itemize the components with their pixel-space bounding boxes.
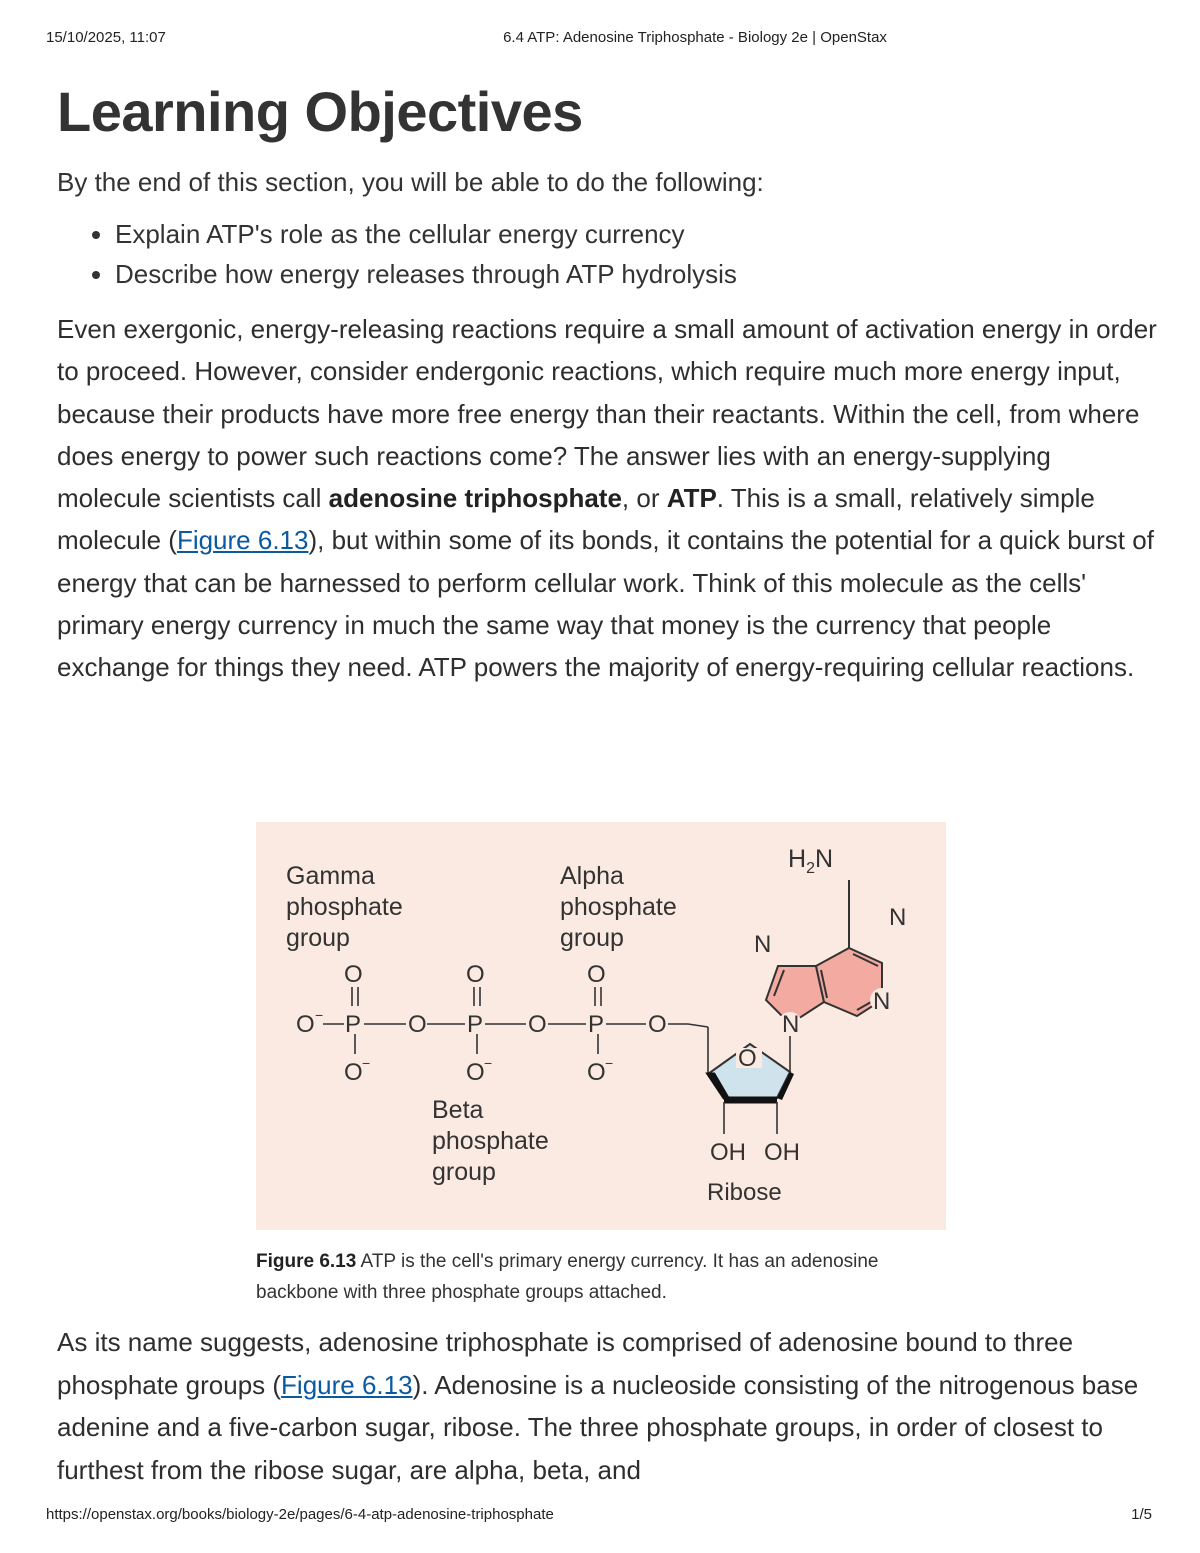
phosphate-chain [296, 961, 708, 1086]
ribose-ring [707, 1027, 800, 1206]
atp-figure [256, 822, 946, 1230]
body-paragraph [57, 1321, 1157, 1491]
beta-label-line: group [432, 1158, 496, 1186]
phosphorus-atom: P [588, 1011, 605, 1038]
nitrogen-atom: N [889, 904, 907, 931]
print-page-title: 6.4 ATP: Adenosine Triphosphate - Biology 2e | OpenStax [503, 29, 887, 46]
adenine-base [754, 845, 906, 1038]
hydroxyl-label: OH [764, 1139, 800, 1166]
objectives-intro: By the end of this section, you will be able to do the following: [57, 167, 764, 197]
print-url: https://openstax.org/books/biology-2e/pages/6-4-atp-adenosine-triphosphate [46, 1506, 554, 1523]
minus-charge: − [315, 1007, 324, 1023]
key-term: adenosine triphosphate [328, 483, 622, 514]
print-header [0, 29, 1200, 51]
ring-oxygen: O [738, 1045, 757, 1072]
print-page-number: 1/5 [1131, 1506, 1152, 1523]
nitrogen-atom: N [873, 988, 891, 1015]
print-footer [0, 1506, 1200, 1528]
alpha-label-line: Alpha [560, 862, 624, 890]
minus-charge: − [362, 1055, 371, 1071]
figure-caption [256, 1246, 896, 1308]
oxygen-atom: O [528, 1011, 547, 1038]
oxygen-atom: O [648, 1011, 667, 1038]
phosphorus-atom: P [467, 1011, 484, 1038]
key-term: ATP [666, 483, 717, 514]
gamma-label-line: Gamma [286, 862, 375, 890]
oxygen-atom: O [408, 1011, 427, 1038]
oxygen-atom: O [587, 961, 606, 988]
double-bonds [352, 987, 601, 1006]
text-span: As its name suggests, adenosine triphosphate is comprised of adenosine bound to three phosphate groups ( [57, 1327, 1074, 1400]
figure-link[interactable]: Figure 6.13 [281, 1369, 413, 1400]
text-span: . This is a small, relatively simple molecule ( [57, 483, 1095, 556]
minus-charge: − [605, 1055, 614, 1071]
objectives-list [57, 214, 1157, 294]
oxygen-atom: O [344, 1059, 363, 1086]
list-item: • Explain ATP's role as the cellular energy currency [115, 214, 1157, 254]
phosphorus-atom: P [345, 1011, 362, 1038]
gamma-label-line: phosphate [286, 893, 403, 921]
oxygen-atom: O [587, 1059, 606, 1086]
caption-label: Figure 6.13 [256, 1251, 357, 1272]
beta-label-line: Beta [432, 1096, 484, 1124]
oxygen-atom: O [466, 1059, 485, 1086]
oxygen-atom: O [344, 961, 363, 988]
caption-text: ATP is the cell's primary energy currency. It has an adenosine backbone with three phosphate groups attached. [256, 1251, 879, 1303]
hydroxyl-label: OH [710, 1139, 746, 1166]
nitrogen-atom: N [754, 931, 772, 958]
main-content [57, 80, 1157, 689]
beta-label-line: phosphate [432, 1127, 549, 1155]
alpha-label-line: group [560, 924, 624, 952]
amine-group: $H_2N$ [788, 845, 834, 877]
text-span: ). Adenosine is a nucleoside consisting of the nitrogenous base adenine and a five-carbon sugar, ribose. The three phosphate groups, in order of closest to furthest from the ribose sugar, are alpha, beta, and [57, 1369, 1139, 1485]
list-item: • Describe how energy releases through ATP hydrolysis [115, 254, 1157, 294]
nitrogen-atom: N [782, 1011, 800, 1038]
figure-link[interactable]: Figure 6.13 [176, 525, 309, 556]
text-span: ), but within some of its bonds, it contains the potential for a quick burst of energy that can be harnessed to perform cellular work. Think of this molecule as the cells' primary energy currency in much the same way that money is the currency that people exchange for things they need. ATP powers the majority of energy-requiring cellular reactions. [57, 525, 1154, 683]
section-heading: Learning Objectives [57, 80, 583, 143]
text-span: , or [621, 483, 667, 514]
text-span: Even exergonic, energy-releasing reactions require a small amount of activation energy in order to proceed. However, consider endergonic reactions, which require much more energy input, because their products have more free energy than their reactants. Within the cell, from where does energy to power such reactions come? The answer lies with an energy-supplying molecule scientists call [57, 314, 1157, 514]
atp-structure-diagram [256, 822, 946, 1230]
gamma-label-line: group [286, 924, 350, 952]
print-datetime: 15/10/2025, 11:07 [46, 29, 166, 46]
body-paragraph [57, 308, 1157, 689]
alpha-label-line: phosphate [560, 893, 677, 921]
ribose-label: Ribose [707, 1179, 782, 1206]
minus-charge: − [484, 1055, 493, 1071]
oxygen-atom: O [296, 1011, 315, 1038]
oxygen-atom: O [466, 961, 485, 988]
